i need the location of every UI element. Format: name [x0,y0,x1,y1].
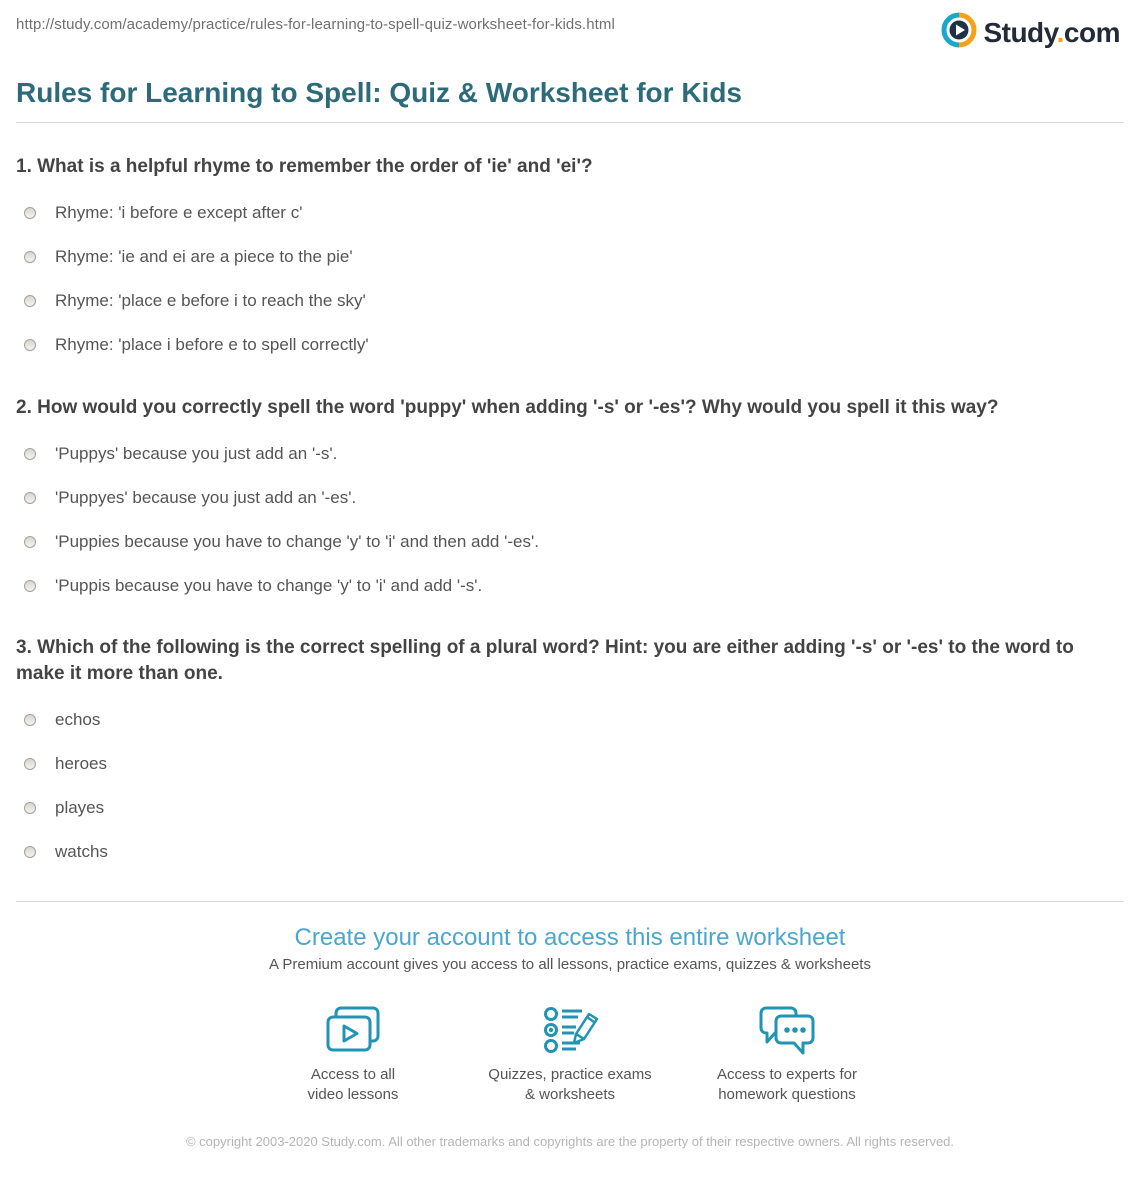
radio-button[interactable] [24,295,36,307]
question-2-option-1[interactable] [16,432,1124,476]
option-label: 'Puppies because you have to change 'y' to 'i' and then add '-es'. [55,532,539,551]
studycom-logo-icon [941,12,977,53]
quiz-questions [0,154,1140,874]
cta-section [0,923,1140,975]
feature-label: Access to experts for homework questions [716,1066,858,1103]
question-1-text: 1. What is a helpful rhyme to remember the order of 'ie' and 'ei'? [16,156,593,177]
option-label: playes [55,798,105,817]
radio-button[interactable] [24,536,36,548]
question-1-option-2[interactable] [16,235,1124,279]
radio-button[interactable] [24,846,36,858]
question-2-text: 2. How would you correctly spell the word 'puppy' when adding '-s' or '-es'? Why would you spell it this way? [16,397,999,418]
radio-button[interactable] [24,758,36,770]
cta-subtitle: A Premium account gives you access to all lessons, practice exams, quizzes & worksheets [269,956,871,973]
question-1-option-1[interactable] [16,191,1124,235]
question-3-text: 3. Which of the following is the correct spelling of a plural word? Hint: you are either adding '-s' or '-es' to the word to make it more than one. [16,637,1074,684]
option-label: 'Puppyes' because you just add an '-es'. [55,488,357,507]
page-title: Rules for Learning to Spell: Quiz & Worksheet for Kids [16,77,743,108]
chat-bubbles-icon [679,1005,896,1057]
create-account-link[interactable]: Create your account to access this entire worksheet [294,924,846,951]
radio-button[interactable] [24,714,36,726]
option-label: Rhyme: 'place e before i to reach the sky' [55,291,366,310]
page-url: http://study.com/academy/practice/rules-for-learning-to-spell-quiz-worksheet-for-kids.html [16,16,615,33]
option-label: 'Puppys' because you just add an '-s'. [55,444,338,463]
feature-label: Quizzes, practice exams & worksheets [488,1066,652,1103]
radio-button[interactable] [24,207,36,219]
option-label: watchs [55,842,108,861]
question-3-option-3[interactable] [16,786,1124,830]
radio-button[interactable] [24,339,36,351]
page-header [0,0,1140,56]
studycom-logo-text: Study.com [983,16,1120,48]
radio-button[interactable] [24,448,36,460]
option-label: 'Puppis because you have to change 'y' to 'i' and add '-s'. [55,576,483,595]
video-lessons-icon [245,1005,462,1057]
question-3-option-4[interactable] [16,830,1124,874]
quiz-pencil-icon [462,1005,679,1057]
option-label: echos [55,710,101,729]
feature-expert-help [679,1005,896,1105]
feature-video-lessons [245,1005,462,1105]
option-label: Rhyme: 'place i before e to spell correctly' [55,335,369,354]
question-2-option-3[interactable] [16,520,1124,564]
option-label: heroes [55,754,107,773]
logo-dot: . [1056,16,1064,48]
cta-divider [16,901,1124,902]
question-1-option-4[interactable] [16,323,1124,367]
question-1-option-3[interactable] [16,279,1124,323]
option-label: Rhyme: 'i before e except after c' [55,203,303,222]
feature-label: Access to all video lessons [307,1066,399,1103]
question-2-option-2[interactable] [16,476,1124,520]
radio-button[interactable] [24,492,36,504]
feature-quizzes-worksheets [462,1005,679,1105]
radio-button[interactable] [24,251,36,263]
option-label: Rhyme: 'ie and ei are a piece to the pie' [55,247,353,266]
radio-button[interactable] [24,802,36,814]
question-3-option-1[interactable] [16,698,1124,742]
question-3 [16,635,1124,874]
question-2 [16,395,1124,608]
question-1 [16,154,1124,367]
radio-button[interactable] [24,580,36,592]
title-divider [16,122,1124,123]
question-3-option-2[interactable] [16,742,1124,786]
copyright-notice: © copyright 2003-2020 Study.com. All other trademarks and copyrights are the property of their respective owners. All rights reserved. [185,1134,955,1149]
question-2-option-4[interactable] [16,564,1124,608]
feature-list [0,1005,1140,1105]
studycom-logo[interactable] [941,12,1120,53]
